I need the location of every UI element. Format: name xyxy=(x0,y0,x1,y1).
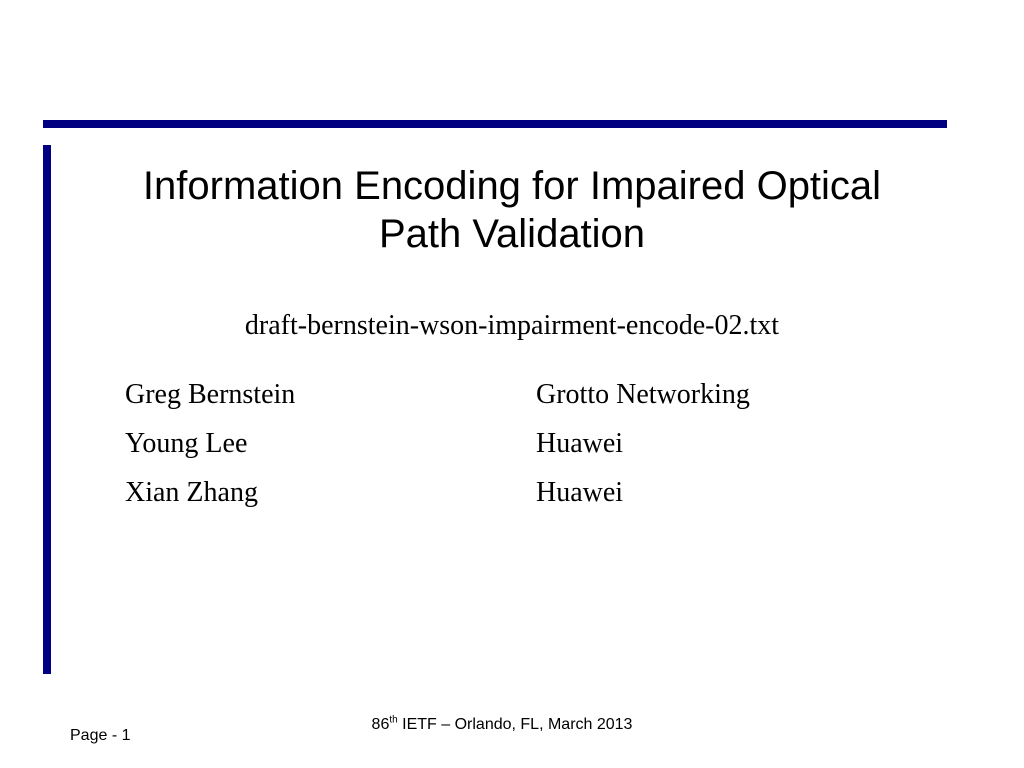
slide-title-line-1: Information Encoding for Impaired Optical xyxy=(142,164,882,208)
slide-title xyxy=(60,162,964,258)
author-row xyxy=(125,375,750,424)
author-list xyxy=(125,375,750,522)
author-row xyxy=(125,424,750,473)
author-name: Young Lee xyxy=(125,428,248,459)
event-ordinal-suffix: th xyxy=(389,714,398,726)
draft-name: draft-bernstein-wson-impairment-encode-02.txt xyxy=(244,310,780,341)
page-number: Page - 1 xyxy=(70,727,131,744)
author-organization: Huawei xyxy=(536,477,624,508)
event-details: IETF – Orlando, FL, March 2013 xyxy=(397,716,633,733)
author-name: Greg Bernstein xyxy=(125,379,296,410)
left-accent-bar xyxy=(43,145,51,674)
event-number: 86 xyxy=(371,716,390,733)
author-organization: Grotto Networking xyxy=(536,379,750,410)
footer-event-text xyxy=(0,714,1004,736)
author-row xyxy=(125,473,750,522)
top-accent-bar xyxy=(43,120,947,128)
slide-title-line-2: Path Validation xyxy=(378,212,646,256)
author-name: Xian Zhang xyxy=(125,477,258,508)
author-organization: Huawei xyxy=(536,428,624,459)
